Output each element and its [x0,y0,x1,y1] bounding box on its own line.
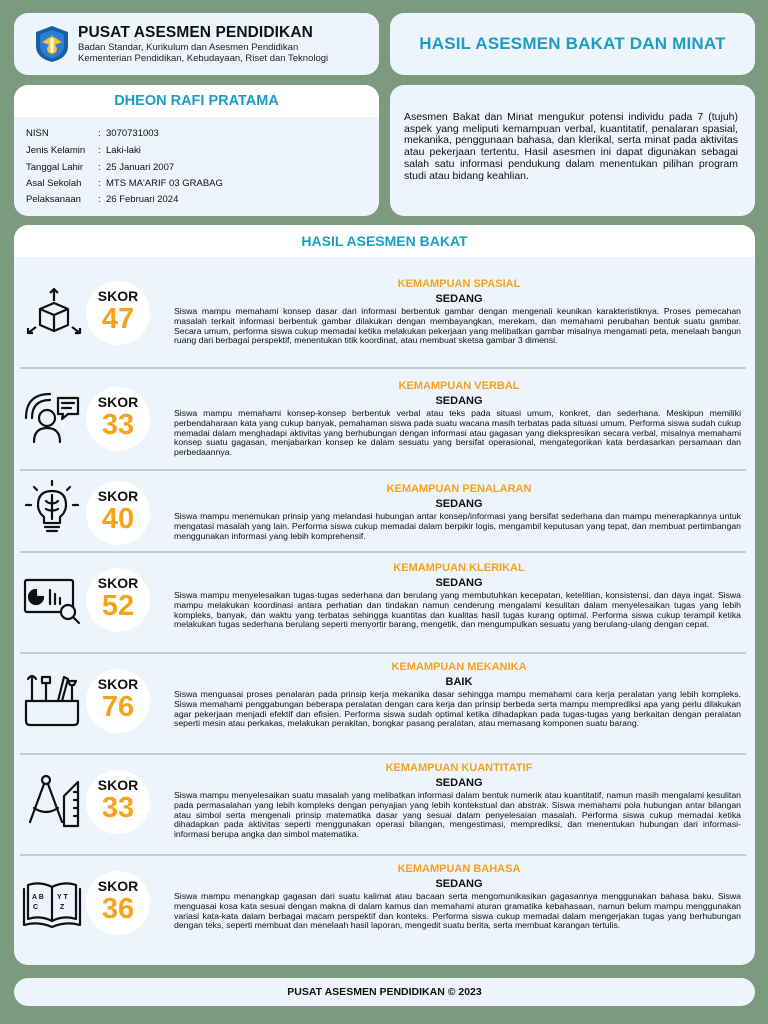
score-value: 33 [101,792,135,824]
student-name: DHEON RAFI PRATAMA [14,85,379,117]
score-label: SKOR [97,394,139,410]
report-magnifier-icon [22,570,82,630]
section-level: SEDANG [435,293,483,305]
result-section-klerikal [14,552,755,652]
info-label: Asal Sekolah [26,178,82,189]
result-section-mekanika [14,653,755,753]
info-row-gender: Jenis Kelamin : Laki-laki [26,145,141,156]
svg-text:A B: A B [32,894,44,901]
score-badge [86,770,150,834]
toolbox-icon [22,671,82,731]
result-section-penalaran [14,471,755,551]
section-description: Siswa mampu menemukan prinsip yang melandasi hubungan antar konsep/informasi yang bersifat sederhana dan mampu menerapkannya untuk mengatasi masalah yang lain. Performa siswa cukup memadai dalam berpikir logis, mengambil keputusan yang tepat, dan membuat pertimbangan menggunakan informasi yang lebih komprehensif. [174,511,741,541]
result-section-verbal [14,368,755,470]
score-badge [86,568,150,632]
page-title: HASIL ASESMEN BAKAT DAN MINAT [419,34,726,53]
info-value: MTS MA'ARIF 03 GRABAG [106,178,223,189]
info-value: 26 Februari 2024 [106,194,179,205]
section-title: KEMAMPUAN VERBAL [398,380,520,392]
svg-text:Z: Z [60,904,65,911]
3d-box-icon [22,283,82,343]
section-level: SEDANG [435,878,483,890]
score-value: 76 [101,691,135,723]
info-value: 25 Januari 2007 [106,162,175,173]
score-label: SKOR [97,288,139,304]
score-badge [86,871,150,935]
header-title-card [390,13,755,75]
section-title: KEMAMPUAN MEKANIKA [391,661,527,673]
score-badge [86,481,150,545]
assessment-description: Asesmen Bakat dan Minat mengukur potensi individu pada 7 (tujuh) aspek yang meliputi kemampuan verbal, kuantitatif, penalaran spasial, mekanika, penggunaan bahasa, dan klerikal, serta minat pada aktivitas atau pekerjaan tertentu. Hasil asesmen ini dapat digunakan sebagai salah satu informasi pendukung dalam menentukan pilihan program studi atau bidang keahlian. [390,85,755,216]
section-description: Siswa menguasai proses penalaran pada prinsip kerja mekanika dasar sehingga mampu memahami cara kerja peralatan yang lebih kompleks. Siswa memahami penggabungan beberapa peralatan dengan cara kerja dan prinsip berbeda serta mampu memprediksi apa yang perlu dilakukan agar pekerjaan menjadi efektif dan efisien. Performa siswa sudah optimal ketika dihadapkan pada tugas-tugas yang berkaitan dengan peralatan seperti mesin atau perkakas, melakukan perakitan, bongkar pasang peralatan, atau memasang komponen suatu barang. [174,689,741,729]
score-label: SKOR [97,488,139,504]
section-description: Siswa mampu memahami konsep dasar dari informasi berbentuk gambar dengan mengenali keunikan karakteristiknya. Proses pemecahan masalah terkait informasi berbentuk gambar dilakukan dengan membayangkan, merekam, dan memahami perubahan bentuk suatu gambar. Secara umum, performa siswa cukup memadai ketika melakukan pekerjaan yang melibatkan gambar misalnya mengamati peta, menelaah bangun ruang dari berbagai perspektif, menentukan titik koordinat, atau membuat sketsa gambar 3 dimensi. [174,306,741,346]
score-badge [86,669,150,733]
svg-text:Y T: Y T [57,894,68,901]
svg-text:C: C [33,904,39,911]
section-level: SEDANG [435,498,483,510]
section-title: KEMAMPUAN KUANTITATIF [385,762,533,774]
org-name: PUSAT ASESMEN PENDIDIKAN [78,24,313,41]
score-label: SKOR [97,878,139,894]
result-section-bahasa [14,855,755,955]
section-level: BAIK [445,676,473,688]
student-info-card [14,85,379,216]
score-label: SKOR [97,777,139,793]
score-value: 33 [101,409,135,441]
results-heading: HASIL ASESMEN BAKAT [14,225,755,257]
info-label: Tanggal Lahir [26,162,84,173]
score-value: 40 [101,503,135,535]
section-title: KEMAMPUAN KLERIKAL [393,562,525,574]
section-title: KEMAMPUAN BAHASA [397,863,521,875]
info-value: Laki-laki [106,145,141,156]
section-level: SEDANG [435,777,483,789]
footer: PUSAT ASESMEN PENDIDIKAN © 2023 [14,978,755,1006]
section-description: Siswa mampu menangkap gagasan dari suatu kalimat atau bacaan serta mengomunikasikan gagasannya menggunakan bahasa baku. Siswa menguasai kosa kata sesuai dengan makna di dalam kamus dan memahami aturan gramatika kebahasaan, namun belum mampu menggunakan variasi kata-kata dalam berbagai macam perspektif dan konteks. Performa siswa cukup memadai dalam mengerjakan tugas yang berhubungan dengan teks, seperti membuat dan menelaah hasil laporan, mengedit suatu berita, serta membuat karangan tertulis. [174,891,741,931]
section-description: Siswa mampu memahami konsep-konsep berbentuk verbal atau teks pada situasi umum, konkret, dan sederhana. Meskipun memiliki perbendaharaan kata yang cukup banyak, pemahaman siswa pada suatu wacana masih terbatas pada situasi umum. Performa siswa sudah cukup memadai dalam menghadapi aktivitas yang berhubungan dengan informasi atau gagasan yang diekspresikan secara verbal, misalnya memahami konsep suatu gagasan, menjabarkan konsep ke dalam sesuatu yang bersifat operasional, mengategorikan kata berdasarkan persamaan dan perbedaannya. [174,408,741,458]
section-level: SEDANG [435,577,483,589]
compass-ruler-icon [22,772,82,832]
info-row-school: Asal Sekolah : MTS MA'ARIF 03 GRABAG [26,178,223,189]
score-value: 52 [101,590,135,622]
score-badge [86,387,150,451]
result-section-spasial [14,257,755,367]
score-badge [86,281,150,345]
score-value: 36 [101,893,135,925]
open-book-icon [22,873,82,933]
section-description: Siswa mampu menyelesaikan suatu masalah yang melibatkan informasi dalam bentuk numerik atau kuantitatif, namun masih mengalami kesulitan pada permasalahan yang lebih kompleks dengan penyajian yang lebih kontekstual dan abstrak. Siswa memahami pola hubungan antar bilangan atau simbol serta mengenali prinsip matematika dasar yang sesuai dalam penyelesaian masalah. Performa siswa cukup memadai ketika dihadapkan pada aktivitas seperti menggunakan operasi bilangan, mengestimasi, memprediksi, dan menentukan hubungan dari informasi-informasi berupa angka dan simbol matematika. [174,790,741,840]
section-title: KEMAMPUAN SPASIAL [397,278,521,290]
info-label: Jenis Kelamin [26,145,86,156]
info-row-birthdate: Tanggal Lahir : 25 Januari 2007 [26,162,175,173]
tut-wuri-handayani-logo [32,24,72,64]
section-description: Siswa mampu menyelesaikan tugas-tugas sederhana dan berulang yang membutuhkan kecepatan, ketelitian, konsistensi, dan daya ingat. Siswa mampu melakukan koordinasi antara perhatian dan tindakan namun cenderung mengalami kesulitan dalam menyelesaikan tugas yang lebih kompleks, banyak, dan waktu yang terbatas sehingga kuantitas dan kualitas hasil tugas kurang optimal. Performa siswa cukup terampil ketika melakukan tugas sederhana berulang seperti menyortir barang, mengetik, dan mengumpulkan sesuatu yang berulang-ulang dengan cepat. [174,590,741,630]
header-org-card [14,13,379,75]
org-subtitle-2: Kementerian Pendidikan, Kebudayaan, Riset dan Teknologi [78,53,329,64]
result-section-kuantitatif [14,754,755,854]
section-title: KEMAMPUAN PENALARAN [386,483,532,495]
score-value: 47 [101,303,135,335]
info-row-date: Pelaksanaan : 26 Februari 2024 [26,194,179,205]
results-card [14,225,755,965]
info-label: NISN [26,128,49,139]
section-level: SEDANG [435,395,483,407]
info-row-nisn: NISN : 3070731003 [26,128,159,139]
score-label: SKOR [97,575,139,591]
lightbulb-brain-icon [22,479,82,539]
speaking-head-icon [22,388,82,448]
score-label: SKOR [97,676,139,692]
info-label: Pelaksanaan [26,194,81,205]
org-subtitle-1: Badan Standar, Kurikulum dan Asesmen Pendidikan [78,42,299,53]
info-value: 3070731003 [106,128,159,139]
